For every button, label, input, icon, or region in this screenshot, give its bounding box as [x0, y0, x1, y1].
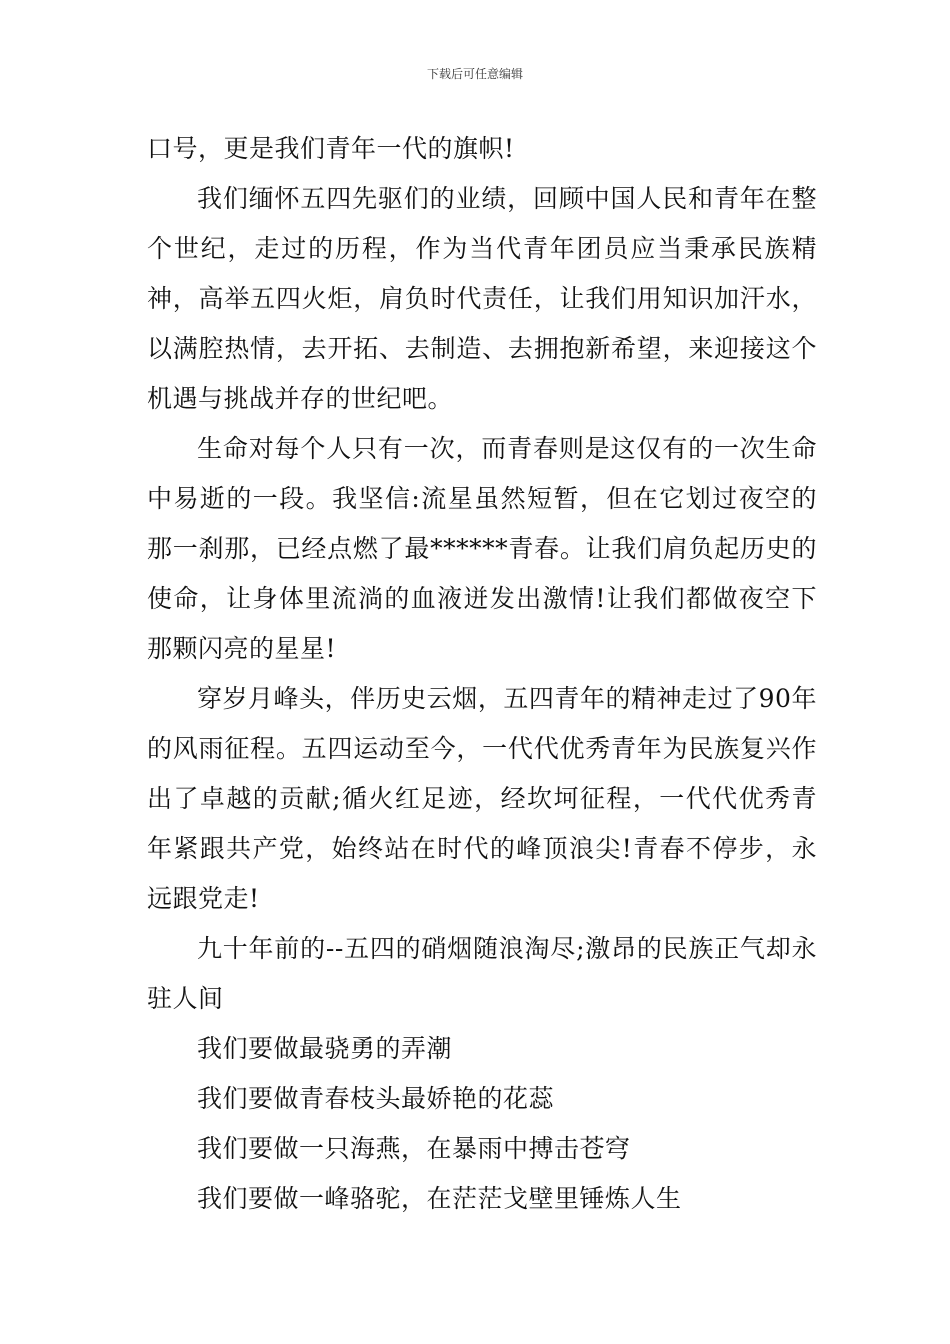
- paragraph-1: 口号，更是我们青年一代的旗帜!: [147, 134, 515, 163]
- paragraph-8: 我们要做一只海燕，在暴雨中搏击苍穹: [197, 1134, 631, 1163]
- paragraph-9: 我们要做一峰骆驼，在茫茫戈壁里锤炼人生: [197, 1184, 682, 1213]
- paragraph-6: 我们要做最骁勇的弄潮: [197, 1034, 453, 1063]
- paragraph-3: 生命对每个人只有一次，而青春则是这仅有的一次生命中易逝的一段。我坚信:流星虽然短暂，但在它划过夜空的那一刹那，已经点燃了最******青春。让我们肩负起历史的使命，让身体里流淌的血液迸发出激情!让我们都做夜空下那颗闪亮的星星!: [147, 434, 817, 663]
- document-body: [147, 124, 817, 1224]
- page-header: 下载后可任意编辑: [426, 67, 523, 81]
- paragraph-4: 穿岁月峰头，伴历史云烟，五四青年的精神走过了90年的风雨征程。五四运动至今，一代代优秀青年为民族复兴作出了卓越的贡献;循火红足迹，经坎坷征程，一代代优秀青年紧跟共产党，始终站在时代的峰顶浪尖!青春不停步，永远跟党走!: [147, 684, 817, 913]
- paragraph-7: 我们要做青春枝头最娇艳的花蕊: [197, 1084, 555, 1113]
- paragraph-5: 九十年前的--五四的硝烟随浪淘尽;激昂的民族正气却永驻人间: [147, 934, 817, 1013]
- paragraph-2: 我们缅怀五四先驱们的业绩，回顾中国人民和青年在整个世纪，走过的历程，作为当代青年团员应当秉承民族精神，高举五四火炬，肩负时代责任，让我们用知识加汗水，以满腔热情，去开拓、去制造、去拥抱新希望，来迎接这个机遇与挑战并存的世纪吧。: [147, 184, 817, 413]
